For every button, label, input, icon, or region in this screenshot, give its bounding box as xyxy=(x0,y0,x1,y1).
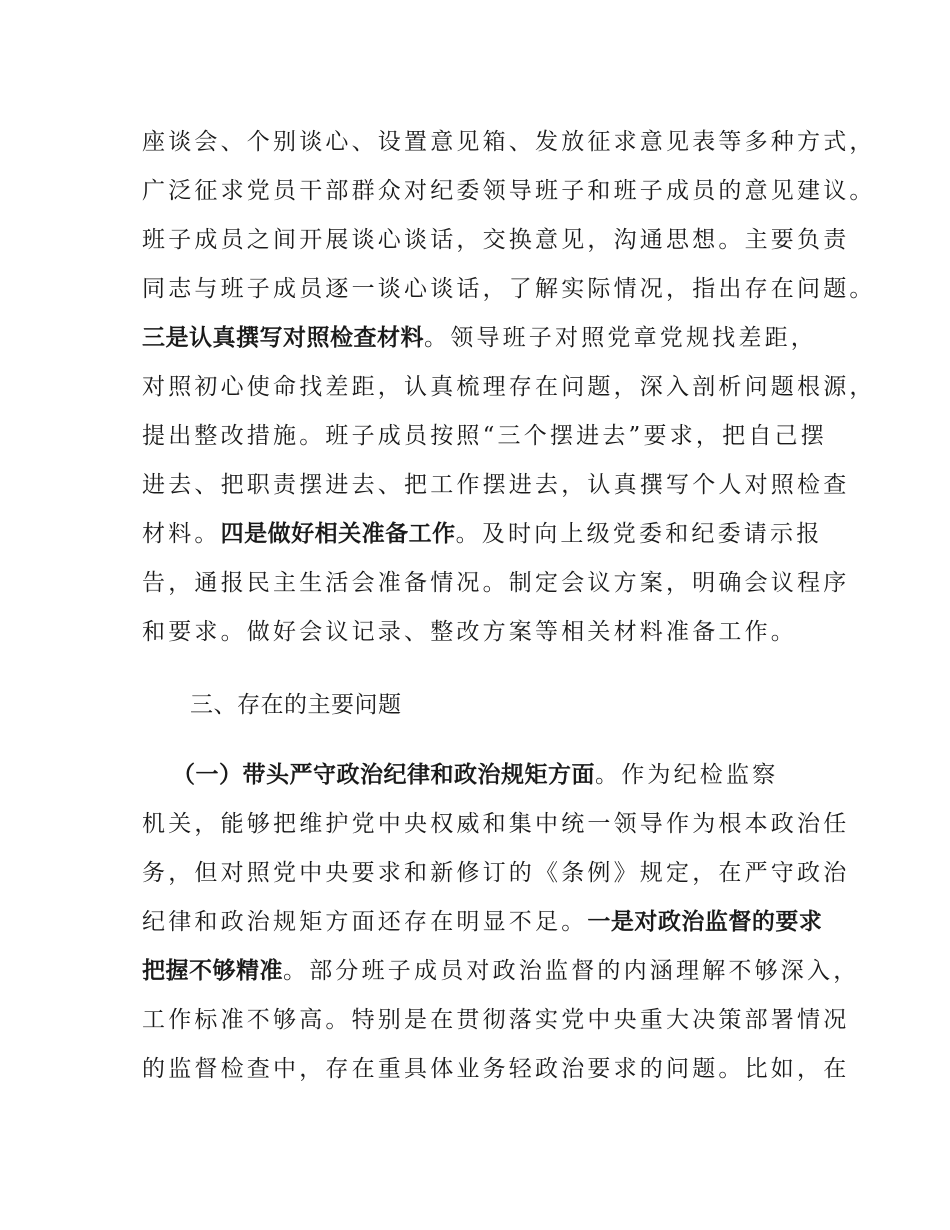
text-run: 。作为纪检监察 xyxy=(595,762,779,788)
text-line xyxy=(142,858,850,888)
bold-lead-phrase: 把握不够精准 xyxy=(142,958,283,984)
text-line xyxy=(142,956,860,986)
text-line xyxy=(142,1005,850,1035)
text-line xyxy=(142,470,850,500)
text-run: 告，通报民主生活会准备情况。制定会议方案，明确会议程序 xyxy=(142,570,850,596)
text-line xyxy=(142,323,822,353)
text-line xyxy=(142,617,822,647)
text-run: 。领导班子对照党章党规找差距， xyxy=(424,325,817,351)
text-line xyxy=(172,760,852,790)
text-run: 纪律和政治规矩方面还存在明显不足。 xyxy=(142,909,588,935)
bold-lead-phrase: 四是做好相关准备工作 xyxy=(220,521,456,547)
text-run: 对照初心使命找差距，认真梳理存在问题，深入剖析问题根源， xyxy=(142,374,876,400)
section-heading xyxy=(190,690,870,720)
text-run: 同志与班子成员逐一谈心谈话，了解实际情况，指出存在问题。 xyxy=(142,276,876,302)
text-line xyxy=(142,519,822,549)
text-run: 材料。 xyxy=(142,521,221,547)
text-line xyxy=(142,274,876,304)
text-line xyxy=(142,176,876,206)
text-run: 。部分班子成员对政治监督的内涵理解不够深入， xyxy=(283,958,860,984)
text-run: 机关，能够把维护党中央权威和集中统一领导作为根本政治任 xyxy=(142,811,850,837)
text-line xyxy=(142,809,850,839)
text-run: 广泛征求党员干部群众对纪委领导班子和班子成员的意见建议。 xyxy=(142,178,876,204)
text-run: 座谈会、个别谈心、设置意见箱、发放征求意见表等多种方式， xyxy=(142,129,876,155)
text-line xyxy=(142,225,850,255)
heading-text: 三、存在的主要问题 xyxy=(190,692,402,718)
text-run: 的监督检查中，存在重具体业务轻政治要求的问题。比如，在 xyxy=(142,1056,850,1082)
text-line xyxy=(142,421,827,451)
text-run: 工作标准不够高。特别是在贯彻落实党中央重大决策部署情况 xyxy=(142,1007,850,1033)
text-line xyxy=(142,127,876,157)
text-run: 和要求。做好会议记录、整改方案等相关材料准备工作。 xyxy=(142,619,797,645)
bold-lead-phrase: 三是认真撰写对照检查材料 xyxy=(142,325,424,351)
text-line xyxy=(142,568,850,598)
text-line xyxy=(142,1054,850,1084)
bold-lead-phrase: 一是对政治监督的要求 xyxy=(587,909,823,935)
text-run: 进去、把职责摆进去、把工作摆进去，认真撰写个人对照检查 xyxy=(142,472,850,498)
text-run: 班子成员之间开展谈心谈话，交换意见，沟通思想。主要负责 xyxy=(142,227,850,253)
text-run: 提出整改措施。班子成员按照“三个摆进去”要求，把自己摆 xyxy=(142,423,827,449)
text-run: 。及时向上级党委和纪委请示报 xyxy=(455,521,823,547)
text-line xyxy=(142,907,822,937)
bold-subheading: （一）带头严守政治纪律和政治规矩方面 xyxy=(172,762,595,788)
text-line xyxy=(142,372,876,402)
text-run: 务，但对照党中央要求和新修订的《条例》规定，在严守政治 xyxy=(142,860,850,886)
